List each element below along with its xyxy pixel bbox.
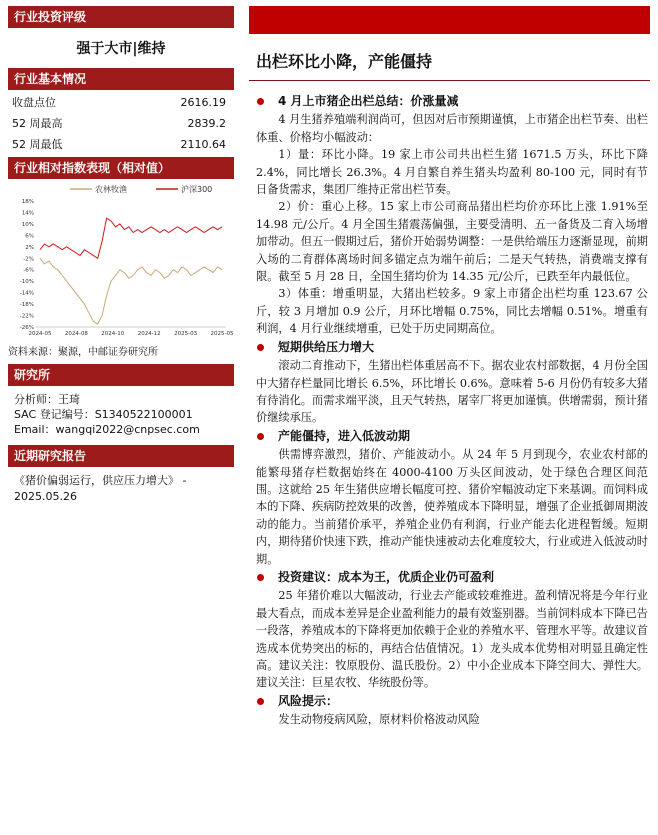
stat-row <box>12 113 230 134</box>
section-heading <box>256 93 648 110</box>
section-4-heading: 投资建议：成本为王，优质企业仍可盈利 <box>278 569 495 584</box>
paragraph: 25 年猪价难以大幅波动，行业去产能或较难推进。盈利情况将是今年行业最大看点，而成本差异是企业盈利能力的最有效鉴别器。当前饲料成本下降已告一段落，养殖成本的下降将更加依赖于企业的养殖水平、管理水平等。故建议首选成本优势突出的标的，再结合估值情况。1）龙头成本优势相对明显且确定性高。建议关注：牧原股份、温氏股份。2）中小企业成本下降空间大、弹性大。建议关注：巨星农牧、华统股份等。 <box>256 589 648 690</box>
section-heading <box>256 569 648 586</box>
recent-report[interactable] <box>8 467 234 511</box>
paragraph: 供需博弈激烈，猪价、产能波动小。从 24 年 5 月到现今，农业农村部的能繁母猪存栏数据始终在 4000-4100 万头区间波动，处于绿色合理区间范围。这就给 25 年生猪供应增长幅度可控、猪价窄幅波动定下来基调。而饲料成本的下降、疾病防控效果的改善，使养殖成本下降明显，增强了企业抵御周期波动的能力。当前猪价承平，养殖企业仍有利润，行业产能去化进程暂缓。短期内，期待猪价快速下跌，推动产能快速被动去化难度较大，行业或进入低波动时期。 <box>256 448 648 566</box>
bullet-icon <box>257 574 264 581</box>
legend-label-hs300: 沪深300 <box>181 185 213 194</box>
stats-table <box>8 90 234 157</box>
stat-value: 2839.2 <box>187 117 226 130</box>
stat-value: 2110.64 <box>180 138 226 151</box>
section-3-heading: 产能僵持，进入低波动期 <box>278 428 411 443</box>
bullet-icon <box>257 698 264 705</box>
stat-row <box>12 92 230 113</box>
sac-number: SAC 登记编号：S1340522100001 <box>14 408 193 421</box>
reports-header: 近期研究报告 <box>8 445 234 467</box>
section-heading <box>256 428 648 445</box>
bullet-icon <box>257 433 264 440</box>
research-header: 研究所 <box>8 364 234 386</box>
x-axis-ticks <box>29 331 234 337</box>
title-divider <box>249 80 650 81</box>
y-tick-label: 2% <box>25 244 34 251</box>
y-axis-ticks <box>20 199 34 331</box>
section-1-heading: 4 月上市猪企出栏总结：价涨量减 <box>278 94 459 108</box>
industry-rating: 强于大市|维持 <box>76 41 166 57</box>
y-tick-label: -22% <box>19 313 34 320</box>
y-tick-label: -18% <box>19 302 34 309</box>
y-tick-label: -26% <box>19 325 34 331</box>
y-tick-label: 6% <box>25 233 34 240</box>
y-tick-label: -10% <box>19 279 34 286</box>
y-tick-label: 18% <box>21 199 34 205</box>
header-red-bar <box>249 6 650 34</box>
analyst-email[interactable]: Email：wangqi2022@cnpsec.com <box>14 423 200 436</box>
data-source: 资料来源：聚源，中邮证券研究所 <box>8 347 158 358</box>
paragraph: 滚动二育推动下，生猪出栏体重居高不下。据农业农村部数据，4 月份全国中大猪存栏量同比增长 6.5%，环比增长 0.6%。意味着 5-6 月份仍有较多大猪有待消化。而需求端平淡，且天气转热，屠宰厂将更加谨慎。供增需弱，预计猪价继续承压。 <box>256 359 648 425</box>
stat-label: 52 周最高 <box>12 117 63 130</box>
stat-label: 52 周最低 <box>12 138 63 151</box>
paragraph: 发生动物疫病风险，原材料价格波动风险 <box>278 713 480 727</box>
rating-header: 行业投资评级 <box>8 6 234 28</box>
section-2-heading: 短期供给压力增大 <box>278 339 375 354</box>
stat-row <box>12 134 230 155</box>
paragraph: 4 月生猪养殖端利润尚可，但因对后市预期谨慎，上市猪企出栏节奏、出栏体重、价格均小幅波动： <box>256 113 648 144</box>
chart-header: 行业相对指数表现（相对值） <box>8 157 234 179</box>
x-tick-label: 2025-03 <box>174 331 198 337</box>
y-tick-label: 14% <box>21 210 34 217</box>
series-line-1 <box>40 218 222 258</box>
page-title: 出栏环比小降，产能僵持 <box>256 52 433 71</box>
x-tick-label: 2025-05 <box>210 331 234 337</box>
report-date: 2025.05.26 <box>14 490 77 503</box>
paragraph: 1）量：环比小降。19 家上市公司共出栏生猪 1671.5 万头，环比下降 2.4%，同比增长 26.3%。4 月自繁自养生猪头均盈利 80-100 元，同时有节日备货需求，集团厂维持正常出栏节奏。 <box>256 148 648 197</box>
legend-label-agri: 农林牧渔 <box>95 185 127 194</box>
analyst-info <box>8 386 234 445</box>
x-tick-label: 2024-08 <box>64 331 88 337</box>
section-heading <box>256 693 648 710</box>
x-tick-label: 2024-12 <box>137 331 161 337</box>
series-line-0 <box>40 258 222 324</box>
y-tick-label: -14% <box>19 290 34 297</box>
sidebar <box>8 6 234 511</box>
chart-svg <box>8 179 234 339</box>
paragraph: 2）价：重心上移。15 家上市公司商品猪出栏均价亦环比上涨 1.91%至 14.98 元/公斤。4 月全国生猪震荡偏强，主要受清明、五一备货及二育入场增加带动。但五一假期过后，猪价开始弱势调整：一是供给端压力逐渐显现，前期入场的二育群体离场时间多锚定点为端午前后；二是天气转热，消费端支撑有限。截至 5 月 28 日，全国生猪均价为 14.35 元/公斤，已跌至年内最低位。 <box>256 200 648 284</box>
chart-legend <box>70 184 212 194</box>
y-tick-label: -6% <box>23 267 34 274</box>
stat-label: 收盘点位 <box>12 96 56 109</box>
x-tick-label: 2024-10 <box>101 331 125 337</box>
main-content <box>256 92 648 729</box>
chart-lines <box>40 218 222 324</box>
paragraph: 3）体重：增重明显，大猪出栏较多。9 家上市猪企出栏均重 123.67 公斤，较 3 月增加 0.9 公斤，月环比增幅 0.75%，同比去增幅 0.51%。增重有利润，4 月行业继续增重，已处于历史同期高位。 <box>256 287 648 336</box>
y-tick-label: -2% <box>23 256 34 263</box>
relative-index-chart <box>8 179 234 339</box>
bullet-icon <box>257 344 264 351</box>
analyst-name: 分析师：王琦 <box>14 393 80 406</box>
y-tick-label: 10% <box>21 221 34 228</box>
report-title[interactable]: 《猪价偏弱运行，供应压力增大》 - <box>14 474 187 487</box>
x-tick-label: 2024-05 <box>28 331 52 337</box>
basic-info-header: 行业基本情况 <box>8 68 234 90</box>
section-heading <box>256 339 648 356</box>
stat-value: 2616.19 <box>180 96 226 109</box>
section-5-heading: 风险提示： <box>278 693 339 708</box>
bullet-icon <box>257 98 264 105</box>
